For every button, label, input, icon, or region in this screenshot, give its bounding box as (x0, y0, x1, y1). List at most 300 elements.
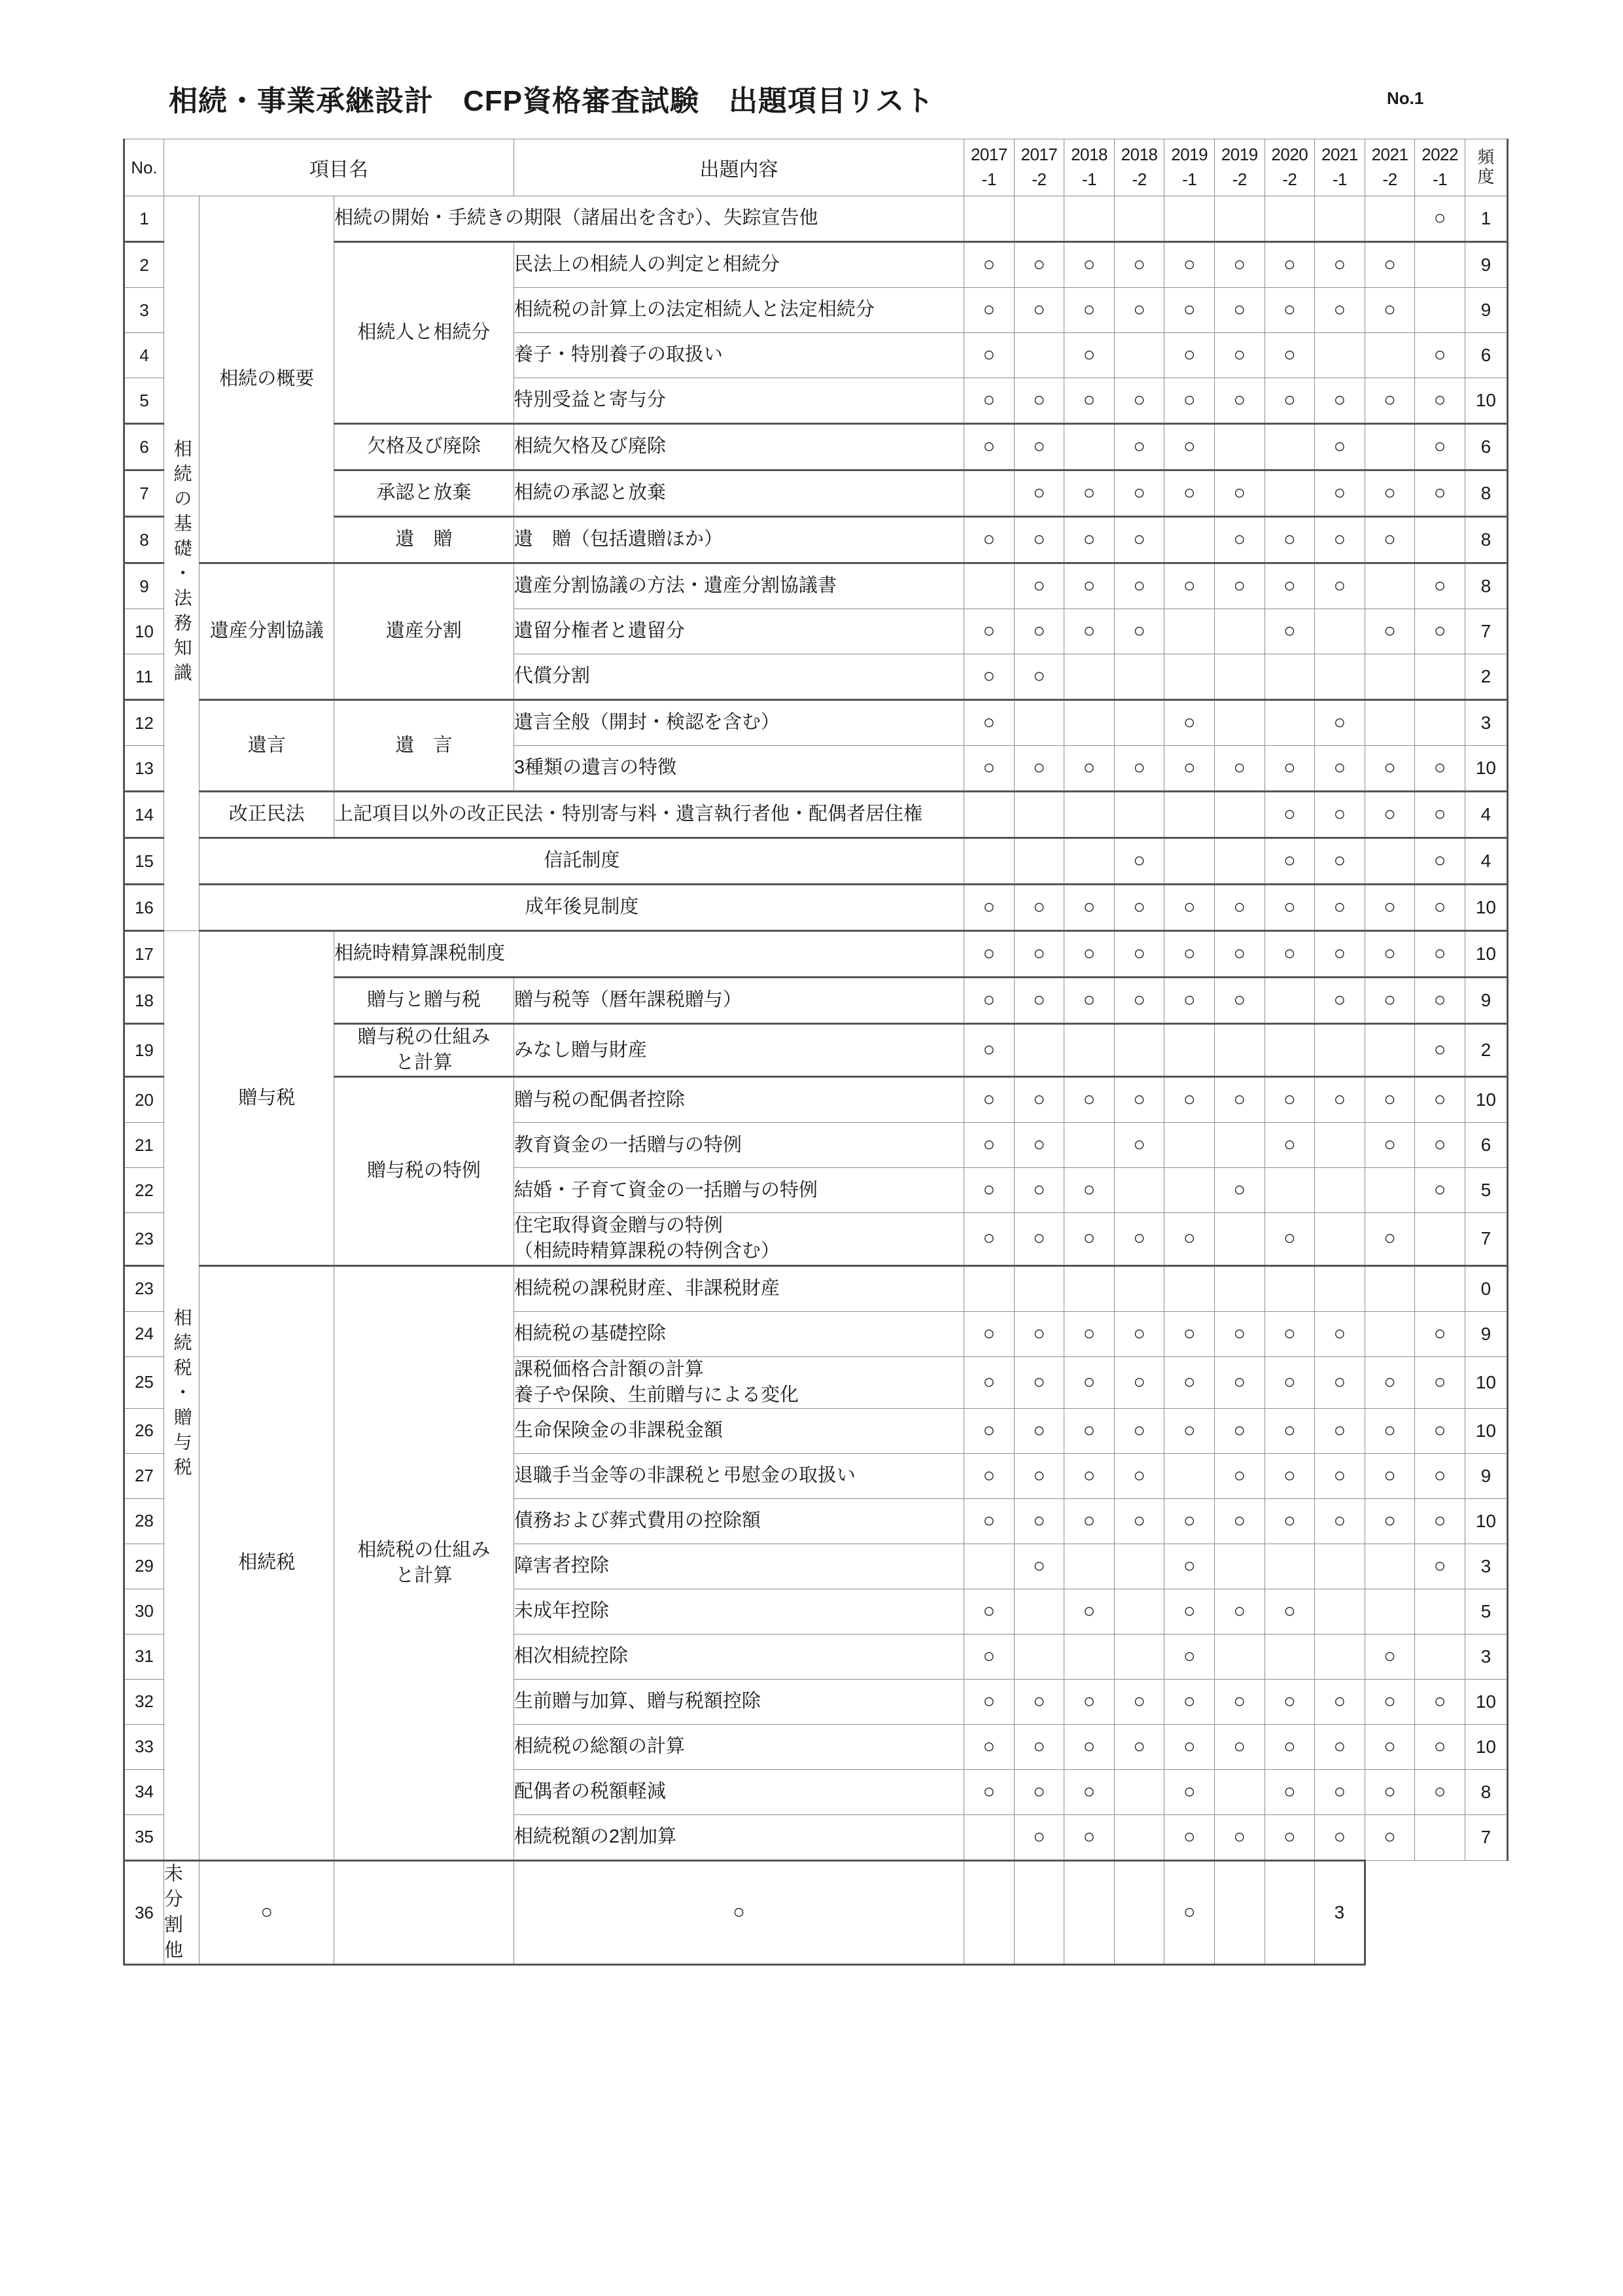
mark-cell: ○ (1365, 609, 1415, 654)
mark-cell: ○ (1214, 333, 1265, 378)
mark-cell: ○ (1315, 1077, 1365, 1123)
mark-cell (1214, 424, 1265, 470)
mark-cell: ○ (1214, 931, 1265, 978)
mark-cell: ○ (1265, 746, 1315, 792)
mark-cell (1315, 1634, 1365, 1679)
column-header-exam-5: 2019 -2 (1214, 139, 1265, 196)
category-guardian: 成年後見制度 (200, 885, 964, 931)
mark-cell: ○ (1415, 978, 1465, 1024)
mark-cell: ○ (1164, 1860, 1215, 1965)
mark-cell: ○ (1315, 424, 1365, 470)
mark-cell: ○ (1214, 885, 1265, 931)
mark-cell: ○ (1315, 838, 1365, 885)
column-header-exam-2: 2018 -1 (1064, 139, 1115, 196)
row-number: 23 (124, 1265, 164, 1311)
row-number: 36 (124, 1860, 164, 1965)
mark-cell (1214, 1860, 1265, 1965)
frequency-value: 0 (1465, 1265, 1507, 1311)
frequency-value: 6 (1465, 333, 1507, 378)
mark-cell: ○ (1214, 242, 1265, 288)
mark-cell: ○ (1315, 746, 1365, 792)
mark-cell: ○ (1014, 517, 1064, 563)
mark-cell: ○ (1214, 978, 1265, 1024)
mark-cell: ○ (1114, 563, 1164, 609)
mark-cell: ○ (1064, 563, 1115, 609)
mark-cell (1164, 1265, 1215, 1311)
mark-cell (1164, 517, 1215, 563)
mark-cell: ○ (1014, 1168, 1064, 1213)
mark-cell: ○ (1064, 1589, 1115, 1634)
frequency-value: 7 (1465, 1213, 1507, 1265)
mark-cell: ○ (1415, 931, 1465, 978)
subcategory-inherit-calc: 相続税の仕組み と計算 (334, 1265, 514, 1860)
table-row (124, 1265, 1508, 1311)
frequency-value: 7 (1465, 609, 1507, 654)
row-number: 21 (124, 1123, 164, 1168)
mark-cell: ○ (1415, 1679, 1465, 1724)
mark-cell: ○ (1265, 609, 1315, 654)
mark-cell: ○ (1114, 885, 1164, 931)
mark-cell: ○ (1164, 1356, 1215, 1408)
row-number: 2 (124, 242, 164, 288)
mark-cell (1014, 1634, 1064, 1679)
mark-cell: ○ (1064, 1453, 1115, 1498)
mark-cell: ○ (1014, 563, 1064, 609)
mark-cell: ○ (1315, 700, 1365, 746)
mark-cell: ○ (1014, 1724, 1064, 1769)
mark-cell: ○ (1365, 1077, 1415, 1123)
mark-cell: ○ (964, 378, 1015, 424)
mark-cell: ○ (1214, 517, 1265, 563)
mark-cell: ○ (1415, 470, 1465, 517)
mark-cell (1064, 1860, 1115, 1965)
subcategory-gift-special: 贈与税の特例 (334, 1077, 514, 1265)
mark-cell: ○ (1214, 1311, 1265, 1356)
mark-cell: ○ (1265, 931, 1315, 978)
category-gift-tax: 贈与税 (200, 931, 334, 1266)
table-row (124, 1860, 1508, 1965)
mark-cell (1214, 838, 1265, 885)
mark-cell: ○ (1315, 378, 1365, 424)
mark-cell (1415, 700, 1465, 746)
exam-content: 相続欠格及び廃除 (514, 424, 964, 470)
frequency-value: 10 (1465, 931, 1507, 978)
frequency-value: 10 (1465, 378, 1507, 424)
column-header-frequency: 頻 度 (1465, 139, 1507, 196)
mark-cell: ○ (1415, 1498, 1465, 1544)
mark-cell: ○ (964, 1077, 1015, 1123)
category-soz: 相続の概要 (200, 196, 334, 563)
mark-cell: ○ (1014, 1408, 1064, 1453)
subcategory-accept: 承認と放棄 (334, 470, 514, 517)
mark-cell (1315, 1024, 1365, 1077)
mark-cell: ○ (1014, 424, 1064, 470)
row-number: 26 (124, 1408, 164, 1453)
mark-cell: ○ (1365, 1453, 1415, 1498)
exam-content: 相次相続控除 (514, 1634, 964, 1679)
mark-cell: ○ (1365, 1814, 1415, 1860)
row-number: 4 (124, 333, 164, 378)
mark-cell (1265, 1860, 1315, 1965)
mark-cell: ○ (1014, 288, 1064, 333)
mark-cell: ○ (1064, 746, 1115, 792)
mark-cell: ○ (1164, 700, 1215, 746)
mark-cell (1214, 196, 1265, 242)
mark-cell (1365, 1589, 1415, 1634)
mark-cell: ○ (1064, 333, 1115, 378)
mark-cell (1365, 1024, 1415, 1077)
mark-cell (1114, 654, 1164, 700)
mark-cell: ○ (200, 1860, 334, 1965)
mark-cell: ○ (1265, 838, 1315, 885)
mark-cell: ○ (1265, 242, 1315, 288)
mark-cell: ○ (1365, 1123, 1415, 1168)
row-number: 6 (124, 424, 164, 470)
mark-cell: ○ (1365, 931, 1415, 978)
row-number: 9 (124, 563, 164, 609)
table-row (124, 196, 1508, 242)
mark-cell: ○ (964, 654, 1015, 700)
mark-cell: ○ (1064, 1498, 1115, 1544)
frequency-value: 10 (1465, 1679, 1507, 1724)
mark-cell (1064, 654, 1115, 700)
frequency-value: 3 (1465, 700, 1507, 746)
mark-cell: ○ (1265, 885, 1315, 931)
mark-cell (1114, 1589, 1164, 1634)
mark-cell: ○ (1265, 792, 1315, 838)
table-row (124, 931, 1508, 978)
table-row (124, 885, 1508, 931)
frequency-value: 3 (1315, 1860, 1365, 1965)
mark-cell (1265, 654, 1315, 700)
mark-cell: ○ (1365, 378, 1415, 424)
mark-cell: ○ (1365, 1634, 1415, 1679)
mark-cell (1014, 700, 1064, 746)
mark-cell (1114, 196, 1164, 242)
row-number: 29 (124, 1544, 164, 1589)
mark-cell (1214, 700, 1265, 746)
exam-content: 相続税の課税財産、非課税財産 (514, 1265, 964, 1311)
mark-cell: ○ (1014, 978, 1064, 1024)
mark-cell: ○ (1164, 1814, 1215, 1860)
frequency-value: 9 (1465, 242, 1507, 288)
column-header-exam-8: 2021 -2 (1365, 139, 1415, 196)
row-number: 35 (124, 1814, 164, 1860)
mark-cell: ○ (1114, 288, 1164, 333)
exam-content: 相続時精算課税制度 (334, 931, 964, 978)
exam-content: 養子・特別養子の取扱い (514, 333, 964, 378)
mark-cell: ○ (1064, 1077, 1115, 1123)
mark-cell: ○ (1214, 746, 1265, 792)
category-inherit-tax: 相続税 (200, 1265, 334, 1860)
mark-cell: ○ (1164, 1498, 1215, 1544)
mark-cell: ○ (1265, 333, 1315, 378)
mark-cell: ○ (1164, 288, 1215, 333)
mark-cell: ○ (1365, 978, 1415, 1024)
row-number: 15 (124, 838, 164, 885)
mark-cell: ○ (1164, 1679, 1215, 1724)
mark-cell: ○ (1114, 1453, 1164, 1498)
mark-cell: ○ (1415, 1077, 1465, 1123)
frequency-value: 9 (1465, 978, 1507, 1024)
mark-cell (1265, 470, 1315, 517)
mark-cell (964, 470, 1015, 517)
mark-cell (1365, 654, 1415, 700)
mark-cell (1014, 838, 1064, 885)
mark-cell: ○ (1365, 1356, 1415, 1408)
mark-cell: ○ (964, 517, 1015, 563)
mark-cell: ○ (1415, 1168, 1465, 1213)
mark-cell: ○ (1064, 470, 1115, 517)
mark-cell (1064, 1544, 1115, 1589)
exam-content: 遺言全般（開封・検認を含む） (514, 700, 964, 746)
mark-cell: ○ (1315, 931, 1365, 978)
mark-cell: ○ (1214, 1724, 1265, 1769)
mark-cell: ○ (1114, 1724, 1164, 1769)
subcategory-gift: 贈与と贈与税 (334, 978, 514, 1024)
mark-cell: ○ (1164, 242, 1215, 288)
mark-cell (1315, 654, 1365, 700)
frequency-value: 10 (1465, 1408, 1507, 1453)
mark-cell: ○ (1014, 654, 1064, 700)
mark-cell (1265, 700, 1315, 746)
mark-cell: ○ (1114, 242, 1164, 288)
mark-cell: ○ (1315, 242, 1365, 288)
mark-cell: ○ (1164, 1408, 1215, 1453)
mark-cell (1365, 424, 1415, 470)
mark-cell (1265, 978, 1315, 1024)
column-header-item-name: 項目名 (164, 139, 514, 196)
mark-cell: ○ (1064, 609, 1115, 654)
table-row (124, 838, 1508, 885)
mark-cell (1265, 1634, 1315, 1679)
mark-cell (1114, 1860, 1164, 1965)
mark-cell: ○ (1114, 1408, 1164, 1453)
mark-cell (1214, 1634, 1265, 1679)
category-trust: 信託制度 (200, 838, 964, 885)
frequency-value: 2 (1465, 654, 1507, 700)
mark-cell: ○ (1315, 885, 1365, 931)
mark-cell: ○ (1415, 792, 1465, 838)
mark-cell: ○ (1214, 563, 1265, 609)
mark-cell: ○ (1415, 1356, 1465, 1408)
mark-cell: ○ (964, 1769, 1015, 1814)
mark-cell (1214, 1769, 1265, 1814)
mark-cell (1315, 1544, 1365, 1589)
frequency-value: 2 (1465, 1024, 1507, 1077)
mark-cell (1365, 1311, 1415, 1356)
exam-content: 贈与税等（暦年課税贈与） (514, 978, 964, 1024)
mark-cell: ○ (1315, 1814, 1365, 1860)
mark-cell: ○ (964, 1123, 1015, 1168)
mark-cell (1265, 1544, 1315, 1589)
mark-cell: ○ (1365, 470, 1415, 517)
row-number: 34 (124, 1769, 164, 1814)
mark-cell: ○ (1164, 1077, 1215, 1123)
mark-cell (1265, 196, 1315, 242)
mark-cell (1315, 1168, 1365, 1213)
exam-content: 配偶者の税額軽減 (514, 1769, 964, 1814)
exam-content: 生前贈与加算、贈与税額控除 (514, 1679, 964, 1724)
mark-cell: ○ (1365, 242, 1415, 288)
exam-content: 遺産分割協議の方法・遺産分割協議書 (514, 563, 964, 609)
mark-cell: ○ (964, 288, 1015, 333)
row-number: 32 (124, 1679, 164, 1724)
category-will: 遺言 (200, 700, 334, 792)
mark-cell (1064, 1265, 1115, 1311)
frequency-value: 8 (1465, 470, 1507, 517)
exam-content: 結婚・子育て資金の一括贈与の特例 (514, 1168, 964, 1213)
mark-cell: ○ (1064, 288, 1115, 333)
mark-cell: ○ (1265, 1679, 1315, 1724)
mark-cell: ○ (1415, 196, 1465, 242)
mark-cell: ○ (1265, 1769, 1315, 1814)
mark-cell: ○ (1164, 1311, 1215, 1356)
mark-cell: ○ (1365, 1724, 1415, 1769)
mark-cell (1365, 196, 1415, 242)
mark-cell: ○ (1014, 1453, 1064, 1498)
mark-cell: ○ (1214, 1077, 1265, 1123)
mark-cell: ○ (964, 1024, 1015, 1077)
mark-cell: ○ (1164, 931, 1215, 978)
mark-cell: ○ (1415, 1123, 1465, 1168)
mark-cell: ○ (1164, 1589, 1215, 1634)
mark-cell (1114, 333, 1164, 378)
mark-cell (1164, 1024, 1215, 1077)
mark-cell (1315, 1589, 1365, 1634)
row-number: 33 (124, 1724, 164, 1769)
mark-cell: ○ (1315, 978, 1365, 1024)
mark-cell: ○ (1265, 1589, 1315, 1634)
table-header-row (124, 139, 1508, 196)
mark-cell (1014, 1265, 1064, 1311)
mark-cell: ○ (1265, 1123, 1315, 1168)
mark-cell (1365, 838, 1415, 885)
mark-cell: ○ (1164, 378, 1215, 424)
mark-cell: ○ (1014, 1544, 1064, 1589)
row-number: 24 (124, 1311, 164, 1356)
page-title: 相続・事業承継設計 CFP資格審査試験 出題項目リスト (169, 85, 935, 117)
mark-cell: ○ (1114, 470, 1164, 517)
mark-cell (1014, 196, 1064, 242)
mark-cell (964, 196, 1015, 242)
mark-cell: ○ (1114, 1311, 1164, 1356)
mark-cell: ○ (1265, 1356, 1315, 1408)
mark-cell: ○ (1064, 1168, 1115, 1213)
mark-cell: ○ (1114, 1498, 1164, 1544)
mark-cell (1365, 1544, 1415, 1589)
exam-content: 相続の開始・手続きの期限（諸届出を含む）、失踪宣告他 (334, 196, 964, 242)
column-header-exam-6: 2020 -2 (1265, 139, 1315, 196)
mark-cell: ○ (1365, 1498, 1415, 1544)
mark-cell (1365, 333, 1415, 378)
row-number: 3 (124, 288, 164, 333)
frequency-value: 6 (1465, 424, 1507, 470)
exam-content: 障害者控除 (514, 1544, 964, 1589)
mark-cell: ○ (1265, 1077, 1315, 1123)
mark-cell: ○ (1014, 1498, 1064, 1544)
mark-cell (1315, 1265, 1365, 1311)
exam-content: 退職手当金等の非課税と弔慰金の取扱い (514, 1453, 964, 1498)
mark-cell: ○ (1315, 1453, 1365, 1498)
mark-cell: ○ (1214, 1814, 1265, 1860)
mark-cell: ○ (964, 1311, 1015, 1356)
mark-cell: ○ (1164, 746, 1215, 792)
mark-cell: ○ (1064, 1213, 1115, 1265)
mark-cell: ○ (1114, 978, 1164, 1024)
mark-cell (1114, 1265, 1164, 1311)
category-civil-law: 改正民法 (200, 792, 334, 838)
mark-cell (1415, 1814, 1465, 1860)
mark-cell: ○ (1114, 378, 1164, 424)
mark-cell: ○ (1315, 470, 1365, 517)
subcategory-division: 遺産分割 (334, 563, 514, 700)
mark-cell: ○ (1164, 1634, 1215, 1679)
mark-cell (1214, 1123, 1265, 1168)
mark-cell: ○ (1014, 378, 1064, 424)
table-row (124, 563, 1508, 609)
row-number: 8 (124, 517, 164, 563)
mark-cell (1214, 1544, 1265, 1589)
row-number: 25 (124, 1356, 164, 1408)
row-number: 7 (124, 470, 164, 517)
row-number: 10 (124, 609, 164, 654)
exam-content: 遺留分権者と遺留分 (514, 609, 964, 654)
mark-cell: ○ (1415, 1724, 1465, 1769)
row-number: 20 (124, 1077, 164, 1123)
mark-cell (1064, 1634, 1115, 1679)
mark-cell: ○ (1365, 792, 1415, 838)
mark-cell: ○ (964, 242, 1015, 288)
mark-cell: ○ (1014, 746, 1064, 792)
mark-cell (1415, 1634, 1465, 1679)
mark-cell (1114, 1168, 1164, 1213)
mark-cell: ○ (1214, 1453, 1265, 1498)
mark-cell (1315, 333, 1365, 378)
mark-cell: ○ (1315, 1311, 1365, 1356)
mark-cell (1164, 654, 1215, 700)
mark-cell (1365, 700, 1415, 746)
mark-cell: ○ (1315, 1724, 1365, 1769)
exam-content: 相続税の基礎控除 (514, 1311, 964, 1356)
mark-cell: ○ (1064, 378, 1115, 424)
mark-cell (1415, 1589, 1465, 1634)
mark-cell: ○ (1164, 1769, 1215, 1814)
column-header-no: No. (124, 139, 164, 196)
mark-cell (1014, 1860, 1064, 1965)
mark-cell (1114, 1769, 1164, 1814)
mark-cell: ○ (1164, 333, 1215, 378)
mark-cell: ○ (1014, 1311, 1064, 1356)
frequency-value: 5 (1465, 1589, 1507, 1634)
mark-cell: ○ (1214, 1168, 1265, 1213)
mark-cell (1014, 792, 1064, 838)
group-label-0: 相続の基礎・法務知識 (164, 196, 200, 931)
mark-cell (1315, 196, 1365, 242)
mark-cell: ○ (1164, 1213, 1215, 1265)
mark-cell (1164, 838, 1215, 885)
mark-cell: ○ (1014, 1769, 1064, 1814)
column-header-exam-3: 2018 -2 (1114, 139, 1164, 196)
mark-cell: ○ (1014, 931, 1064, 978)
mark-cell: ○ (1064, 242, 1115, 288)
mark-cell: ○ (1114, 424, 1164, 470)
mark-cell: ○ (1064, 1311, 1115, 1356)
mark-cell: ○ (964, 700, 1015, 746)
mark-cell: ○ (1315, 288, 1365, 333)
mark-cell: ○ (1064, 1679, 1115, 1724)
row-number: 18 (124, 978, 164, 1024)
